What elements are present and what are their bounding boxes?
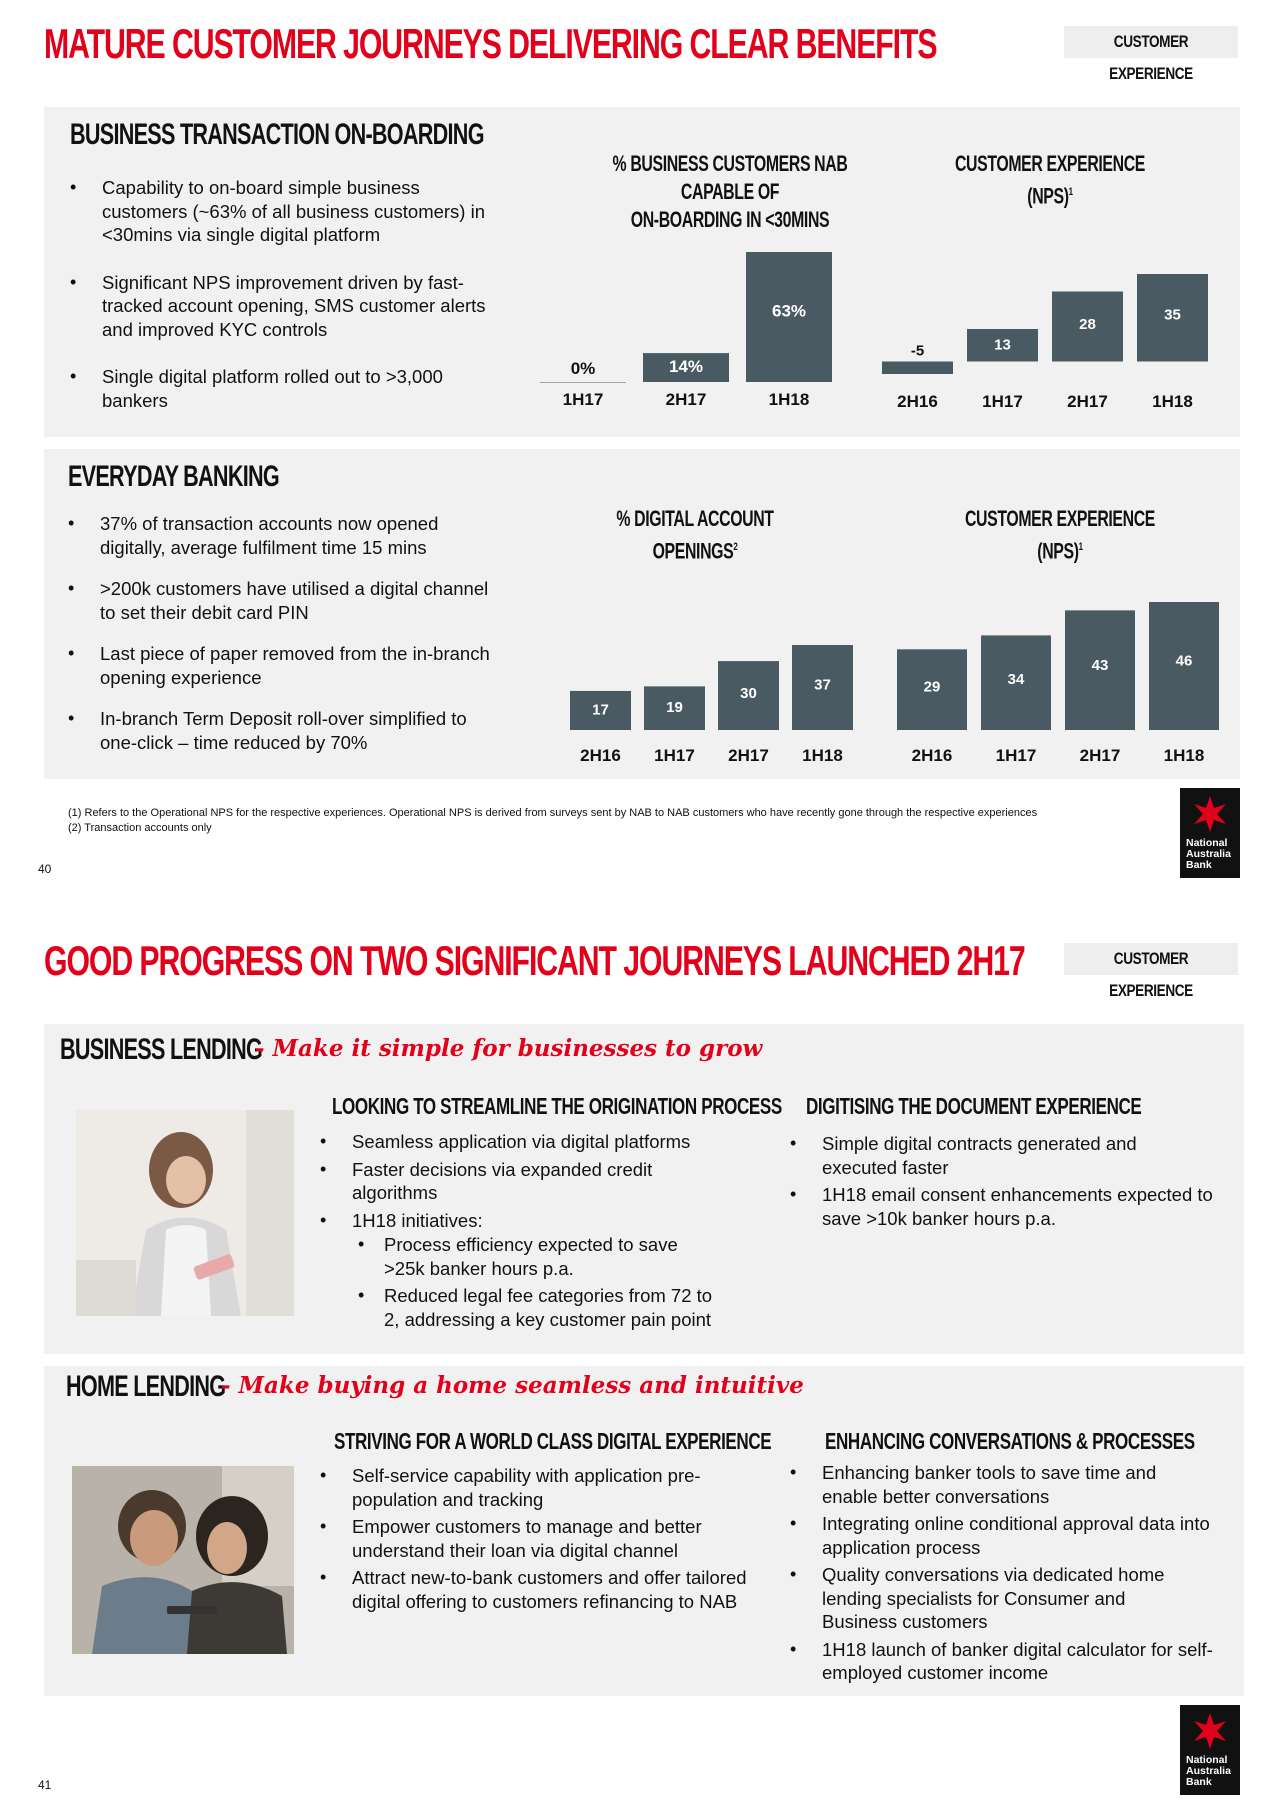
category-label: 2H16 <box>580 746 621 765</box>
onboarding-chart <box>540 240 860 420</box>
data-label: 28 <box>1079 316 1096 333</box>
tagline: - Make buying a home seamless and intuitive <box>221 1372 804 1399</box>
list-item: • Seamless application via digital platforms <box>320 1130 780 1154</box>
data-label: 29 <box>923 678 941 696</box>
tagline: - Make it simple for businesses to grow <box>255 1035 763 1062</box>
data-label: 63% <box>771 301 807 321</box>
list-item: • Last piece of paper removed from the in-branch opening experience <box>68 642 508 689</box>
list-item: • Quality conversations via dedicated home lending specialists for Consumer and Business customers <box>790 1563 1190 1634</box>
digital-experience-bullets <box>320 1464 790 1613</box>
category-label: 2H17 <box>1079 746 1121 765</box>
section-heading: EVERYDAY BANKING <box>68 460 279 493</box>
list-item: • 1H18 launch of banker digital calculator for self-employed customer income <box>790 1638 1230 1685</box>
list-item: • Capability to on-board simple business customers (~63% of all business customers) in <30mins via single digital platform <box>70 176 500 247</box>
category-label: 2H16 <box>897 392 938 411</box>
bar-1H17 <box>540 382 626 383</box>
page-title: GOOD PROGRESS ON TWO SIGNIFICANT JOURNEYS LAUNCHED 2H17 <box>44 937 1025 984</box>
data-label: -5 <box>910 342 925 360</box>
data-label: 30 <box>740 685 757 703</box>
list-item: • 1H18 email consent enhancements expected to save >10k banker hours p.a. <box>790 1183 1230 1230</box>
section-heading: BUSINESS LENDING <box>60 1033 263 1066</box>
everyday-bullets <box>68 512 508 754</box>
list-item: • 1H18 initiatives: <box>320 1209 780 1233</box>
data-label: 37 <box>814 676 831 694</box>
page-number: 40 <box>38 862 52 876</box>
column-heading: ENHANCING CONVERSATIONS & PROCESSES <box>825 1428 1195 1454</box>
list-item: • Single digital platform rolled out to >3,000 bankers <box>70 365 500 412</box>
business-bullets <box>70 176 500 412</box>
data-label: 46 <box>1175 652 1193 670</box>
list-item: • Attract new-to-bank customers and offer tailored digital offering to customers refinancing to NAB <box>320 1566 790 1613</box>
category-label: 1H18 <box>768 390 810 409</box>
footnotes: (1) Refers to the Operational NPS for the respective experiences. Operational NPS is derived from surveys sent by NAB to NAB customers who have recently gone through the respective experiences (2) Transaction accounts only <box>68 807 1038 834</box>
category-label: 2H17 <box>1067 392 1108 411</box>
page-number: 41 <box>38 1778 52 1792</box>
business-nps-chart <box>870 260 1220 420</box>
data-label: 17 <box>592 701 609 719</box>
column-heading: DIGITISING THE DOCUMENT EXPERIENCE <box>806 1093 1142 1119</box>
section-tag: CUSTOMER EXPERIENCE <box>1064 26 1238 58</box>
list-item: • >200k customers have utilised a digital channel to set their debit card PIN <box>68 577 508 624</box>
page-title: MATURE CUSTOMER JOURNEYS DELIVERING CLEAR BENEFITS <box>44 20 937 67</box>
section-tag: CUSTOMER EXPERIENCE <box>1064 943 1238 975</box>
data-label: 19 <box>666 698 683 716</box>
category-label: 1H18 <box>1163 746 1205 765</box>
woman-with-tablet-image <box>76 1110 294 1316</box>
business-lending-header <box>60 1033 763 1067</box>
chart-title: % DIGITAL ACCOUNT OPENINGS$^2$ <box>616 506 774 564</box>
list-item: • Empower customers to manage and better understand their loan via digital channel <box>320 1515 750 1562</box>
couple-with-device-image <box>72 1466 294 1654</box>
list-item: • Faster decisions via expanded credit algorithms <box>320 1158 680 1205</box>
nab-logo: National Australia Bank <box>1180 788 1240 878</box>
category-label: 1H17 <box>654 746 695 765</box>
list-item: • In-branch Term Deposit roll-over simplified to one-click – time reduced by 70% <box>68 707 508 754</box>
category-label: 1H17 <box>562 390 604 409</box>
star-icon <box>1180 788 1240 838</box>
list-item: • Self-service capability with application pre-population and tracking <box>320 1464 710 1511</box>
category-label: 2H17 <box>728 746 769 765</box>
category-label: 1H18 <box>1152 392 1193 411</box>
list-item: • Reduced legal fee categories from 72 to 2, addressing a key customer pain point <box>358 1284 728 1331</box>
document-bullets <box>790 1132 1230 1230</box>
business-lending-photo <box>76 1110 294 1316</box>
section-heading: HOME LENDING <box>66 1370 226 1403</box>
chart-title: % BUSINESS CUSTOMERS NAB CAPABLE OF ON-BOARDING IN <30MINS <box>612 151 848 232</box>
home-lending-photo <box>72 1466 294 1654</box>
column-heading: STRIVING FOR A WORLD CLASS DIGITAL EXPERIENCE <box>334 1428 772 1454</box>
data-label: 13 <box>994 336 1011 354</box>
origination-bullets <box>320 1130 780 1236</box>
list-item: • Integrating online conditional approval data into application process <box>790 1512 1210 1559</box>
star-icon <box>1180 1705 1240 1755</box>
home-lending-header <box>66 1370 804 1404</box>
column-heading: LOOKING TO STREAMLINE THE ORIGINATION PROCESS <box>332 1093 782 1119</box>
list-item: • Significant NPS improvement driven by fast-tracked account opening, SMS customer alerts and improved KYC controls <box>70 271 500 342</box>
section-heading: BUSINESS TRANSACTION ON-BOARDING <box>70 118 484 151</box>
category-label: 2H17 <box>665 390 707 409</box>
digital-openings-chart <box>560 620 870 770</box>
list-item: • Process efficiency expected to save >25k banker hours p.a. <box>358 1233 698 1280</box>
conversations-bullets <box>790 1461 1230 1685</box>
data-label: 43 <box>1091 657 1109 675</box>
data-label: 14% <box>668 357 704 377</box>
chart-title: CUSTOMER EXPERIENCE (NPS)$^1$ <box>954 151 1146 209</box>
list-item: • Enhancing banker tools to save time and enable better conversations <box>790 1461 1170 1508</box>
category-label: 1H17 <box>995 746 1037 765</box>
nab-logo: National Australia Bank <box>1180 1705 1240 1795</box>
list-item: • 37% of transaction accounts now opened digitally, average fulfilment time 15 mins <box>68 512 508 559</box>
initiatives-sub-bullets <box>358 1233 758 1331</box>
everyday-nps-chart <box>890 590 1230 770</box>
category-label: 1H18 <box>802 746 843 765</box>
category-label: 2H16 <box>911 746 953 765</box>
bar-2H16 <box>882 362 953 375</box>
data-label: 35 <box>1164 306 1181 324</box>
list-item: • Simple digital contracts generated and executed faster <box>790 1132 1160 1179</box>
category-label: 1H17 <box>982 392 1023 411</box>
data-label: 34 <box>1007 670 1025 688</box>
data-label: 0% <box>570 359 596 378</box>
chart-title: CUSTOMER EXPERIENCE (NPS)$^1$ <box>964 506 1156 564</box>
